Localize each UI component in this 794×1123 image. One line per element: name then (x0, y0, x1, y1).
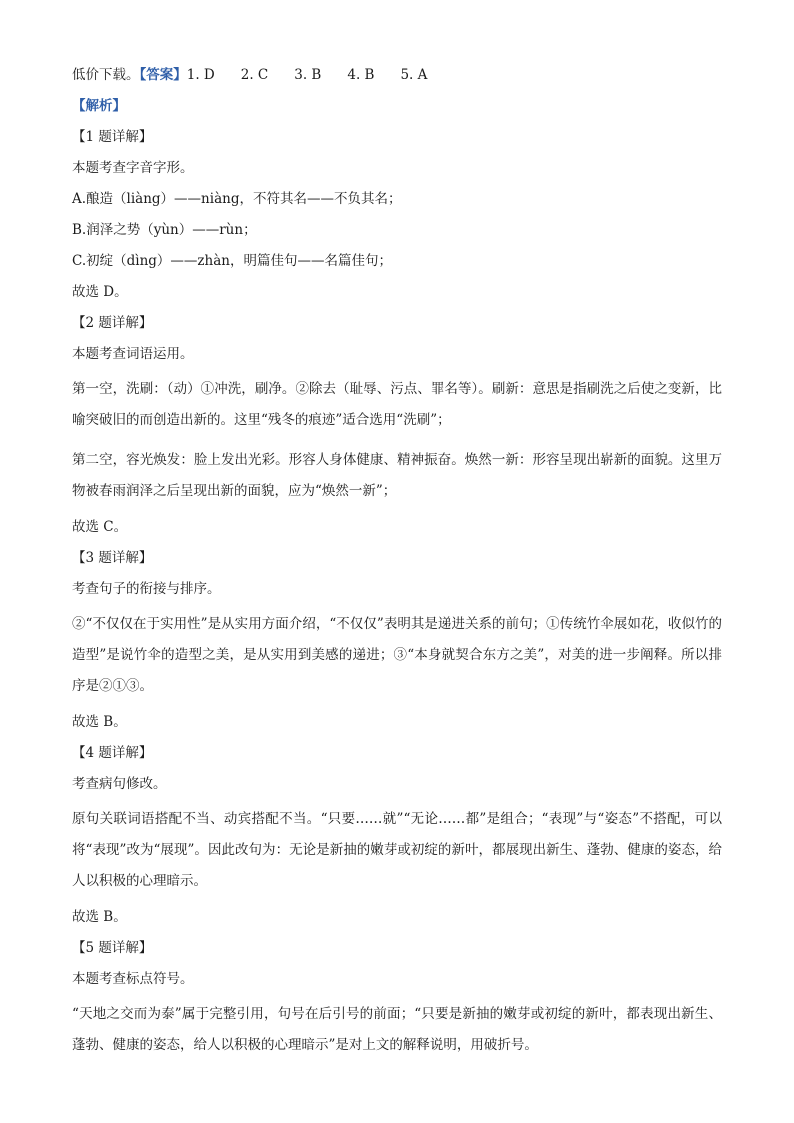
section-q4 (72, 742, 722, 937)
section-paragraph: ②“不仅仅在于实用性”是从实用方面介绍，“不仅仅”表明其是递进关系的前句；①传统竹伞展如花，收似竹的造型”是说竹伞的造型之美，是从实用到美感的递进；③“本身就契合东方之美”，对美的进一步阐释。所以排序是②①③。 (72, 616, 722, 694)
section-q5 (72, 937, 722, 1070)
answer-item: 2. C (240, 67, 269, 83)
section-line: 考查病句修改。 (72, 776, 167, 792)
answer-list (187, 67, 428, 83)
section-line: A.酿造（liàng）——niàng，不符其名——不负其名； (72, 191, 402, 207)
section-line: 故选 C。 (72, 519, 128, 535)
section-q3 (72, 547, 722, 742)
answer-item: 1. D (186, 67, 215, 83)
section-q1 (72, 126, 722, 312)
section-line: 本题考查词语运用。 (72, 346, 194, 362)
section-line: 故选 B。 (72, 714, 127, 730)
section-title: 【5 题详解】 (72, 940, 153, 956)
section-title: 【2 题详解】 (72, 315, 153, 331)
answer-lead: 低价下载。 (72, 67, 140, 83)
section-title: 【4 题详解】 (72, 745, 153, 761)
section-paragraph: 第二空，容光焕发：脸上发出光彩。形容人身体健康、精神振奋。焕然一新：形容呈现出崭新的面貌。这里万物被春雨润泽之后呈现出新的面貌，应为“焕然一新”； (72, 452, 722, 499)
analysis-heading: 【解析】 (72, 98, 126, 114)
section-paragraph: “天地之交而为泰”属于完整引用，句号在后引号的前面；“只要是新抽的嫩芽或初绽的新叶，都表现出新生、蓬勃、健康的姿态，给人以积极的心理暗示”是对上文的解释说明，用破折号。 (72, 1006, 722, 1053)
section-paragraph: 第一空，洗刷：（动）①冲洗，刷净。②除去（耻辱、污点、罪名等）。刷新：意思是指刷洗之后使之变新，比喻突破旧的而创造出新的。这里“残冬的痕迹”适合选用“洗刷”； (72, 381, 722, 428)
section-title: 【3 题详解】 (72, 550, 153, 566)
section-paragraph: 原句关联词语搭配不当、动宾搭配不当。“只要……就”“无论……都”是组合；“表现”与“姿态”不搭配，可以将“表现”改为“展现”。因此改句为：无论是新抽的嫩芽或初绽的新叶，都展现出新生、蓬勃、健康的姿态，给人以积极的心理暗示。 (72, 811, 722, 889)
answer-item: 3. B (294, 67, 322, 83)
answer-tag: 【答案】 (139, 67, 187, 83)
section-line: 故选 B。 (72, 909, 127, 925)
answer-item: 5. A (400, 67, 428, 83)
section-line: 本题考查标点符号。 (72, 971, 194, 987)
section-title: 【1 题详解】 (72, 129, 153, 145)
answer-analysis-content (72, 64, 722, 1070)
answer-line (72, 64, 722, 95)
section-line: C.初绽（dìng）——zhàn，明篇佳句——名篇佳句； (72, 253, 392, 269)
answer-item: 4. B (347, 67, 375, 83)
section-q2 (72, 312, 722, 547)
section-line: 故选 D。 (72, 284, 128, 300)
section-line: 本题考查字音字形。 (72, 160, 194, 176)
section-line: B.润泽之势（yùn）——rùn； (72, 222, 257, 238)
section-line: 考查句子的衔接与排序。 (72, 581, 221, 597)
